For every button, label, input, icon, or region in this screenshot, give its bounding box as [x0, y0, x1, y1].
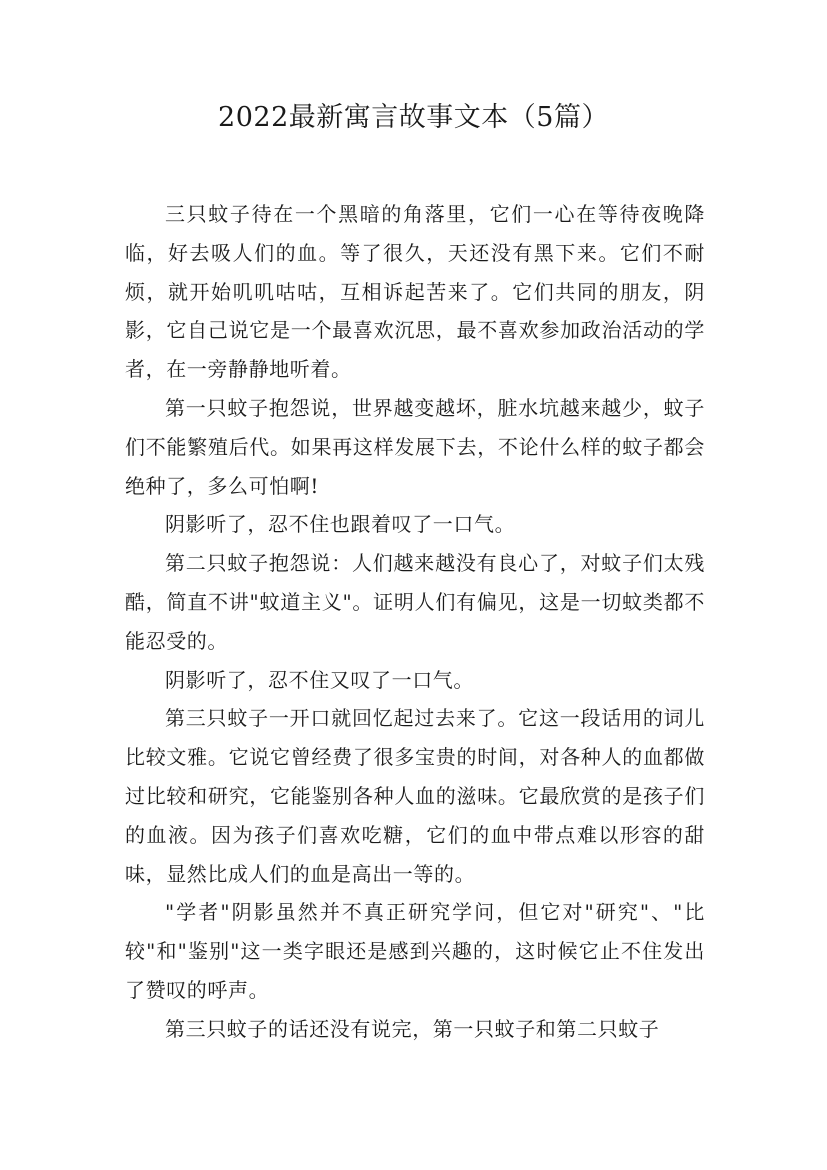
paragraph-3: 阴影听了，忍不住也跟着叹了一口气。	[165, 512, 516, 537]
paragraph-8: 第三只蚊子的话还没有说完，第一只蚊子和第二只蚊子	[165, 1016, 660, 1041]
document-body	[125, 195, 705, 1049]
paragraph-4: 第二只蚊子抱怨说：人们越来越没有良心了，对蚊子们太残酷，简直不讲"蚊道主义"。证明人们有偏见，这是一切蚊类都不能忍受的。	[125, 551, 705, 653]
paragraph-5: 阴影听了，忍不住又叹了一口气。	[165, 667, 474, 692]
paragraph-6: 第三只蚊子一开口就回忆起过去来了。它这一段话用的词儿比较文雅。它说它曾经费了很多宝贵的时间，对各种人的血都做过比较和研究，它能鉴别各种人血的滋味。它最欣赏的是孩子们的血液。因为孩子们喜欢吃糖，它们的血中带点难以形容的甜味，显然比成人们的血是高出一等的。	[125, 706, 705, 886]
paragraph-2: 第一只蚊子抱怨说，世界越变越坏，脏水坑越来越少，蚊子们不能繁殖后代。如果再这样发展下去，不论什么样的蚊子都会绝种了，多么可怕啊!	[125, 395, 705, 498]
paragraph-7: "学者"阴影虽然并不真正研究学问，但它对"研究"、"比较"和"鉴别"这一类字眼还是感到兴趣的，这时候它止不住发出了赞叹的呼声。	[125, 900, 705, 1002]
document-title: 2022最新寓言故事文本（5篇）	[218, 102, 609, 133]
paragraph-1: 三只蚊子待在一个黑暗的角落里，它们一心在等待夜晚降临，好去吸人们的血。等了很久，天还没有黑下来。它们不耐烦，就开始叽叽咕咕，互相诉起苦来了。它们共同的朋友，阴影，它自己说它是一个最喜欢沉思，最不喜欢参加政治活动的学者，在一旁静静地听着。	[125, 202, 705, 382]
